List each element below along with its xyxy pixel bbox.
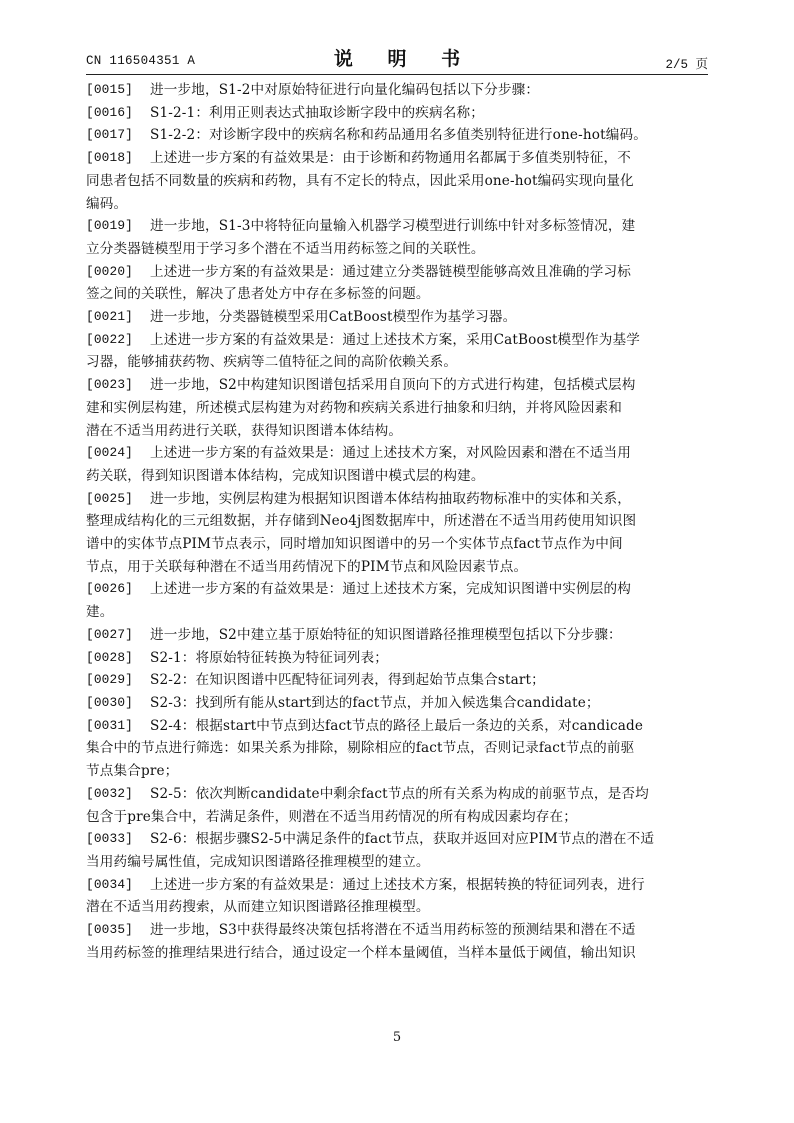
paragraph-line: S1-2-1：利用正则表达式抽取诊断字段中的疾病名称； bbox=[150, 104, 484, 121]
paragraph-line: 节点，用于关联每种潜在不适当用药情况下的PIM节点和风险因素节点。 bbox=[86, 558, 528, 575]
paragraph bbox=[86, 215, 712, 260]
paragraph-number: [0028] bbox=[86, 649, 133, 665]
paragraph-number: [0018] bbox=[86, 150, 133, 166]
paragraph bbox=[86, 624, 712, 647]
paragraph-line: 进一步地，S2中构建知识图谱包括采用自顶向下的方式进行构建，包括模式层构 bbox=[150, 377, 636, 394]
paragraph bbox=[86, 79, 712, 102]
paragraph bbox=[86, 306, 712, 329]
paragraph-line: 整理成结构化的三元组数据，并存储到Neo4j图数据库中，所述潜在不适当用药使用知识图 bbox=[86, 513, 637, 530]
paragraph-line: 包含于pre集合中，若满足条件，则潜在不适当用药情况的所有构成因素均存在； bbox=[86, 808, 577, 825]
paragraph-number: [0030] bbox=[86, 694, 133, 710]
paragraph-line: 潜在不适当用药搜索，从而建立知识图谱路径推理模型。 bbox=[86, 899, 430, 916]
paragraph-line: 进一步地，S1-3中将特征向量输入机器学习模型进行训练中针对多标签情况，建 bbox=[150, 218, 636, 235]
paragraph-line: 进一步地，实例层构建为根据知识图谱本体结构抽取药物标准中的实体和关系， bbox=[150, 490, 632, 507]
paragraph-line: 上述进一步方案的有益效果是：通过建立分类器链模型能够高效且准确的学习标 bbox=[150, 263, 632, 280]
paragraph-line: 进一步地，分类器链模型采用CatBoost模型作为基学习器。 bbox=[150, 309, 517, 326]
paragraph-number: [0034] bbox=[86, 876, 133, 892]
paragraph-line: S2-4：根据start中节点到达fact节点的路径上最后一条边的关系，对candicade bbox=[150, 717, 644, 734]
paragraph bbox=[86, 578, 712, 623]
page-number: 5 bbox=[392, 1030, 402, 1045]
paragraph bbox=[86, 669, 712, 692]
paragraph-number: [0029] bbox=[86, 672, 133, 688]
paragraph-line: S2-5：依次判断candidate中剩余fact节点的所有关系为构成的前驱节点，是否均 bbox=[150, 785, 649, 802]
paragraph-line: 上述进一步方案的有益效果是：通过上述技术方案，对风险因素和潜在不适当用 bbox=[150, 445, 632, 462]
paragraph-line: 签之间的关联性，解决了患者处方中存在多标签的问题。 bbox=[86, 286, 430, 303]
paragraph-line: 进一步地，S2中建立基于原始特征的知识图谱路径推理模型包括以下分步骤： bbox=[150, 626, 622, 643]
paragraph bbox=[86, 124, 712, 147]
paragraph-number: [0035] bbox=[86, 922, 133, 938]
paragraph-line: 药关联，得到知识图谱本体结构，完成知识图谱中模式层的构建。 bbox=[86, 467, 485, 484]
paragraph-number: [0022] bbox=[86, 331, 133, 347]
paragraph-number: [0031] bbox=[86, 717, 133, 733]
paragraph bbox=[86, 783, 712, 828]
paragraph-number: [0027] bbox=[86, 626, 133, 642]
paragraph-number: [0032] bbox=[86, 785, 133, 801]
paragraph-line: S1-2-2：对诊断字段中的疾病名称和药品通用名多值类别特征进行one-hot编码。 bbox=[150, 127, 647, 144]
paragraph bbox=[86, 874, 712, 919]
paragraph bbox=[86, 647, 712, 670]
paragraph-line: S2-3：找到所有能从start到达的fact节点，并加入候选集合candidate； bbox=[150, 694, 600, 711]
paragraph-number: [0033] bbox=[86, 831, 133, 847]
paragraph bbox=[86, 488, 712, 579]
paragraph-number: [0016] bbox=[86, 104, 133, 120]
paragraph-number: [0020] bbox=[86, 263, 133, 279]
paragraph-line: 上述进一步方案的有益效果是：通过上述技术方案，采用CatBoost模型作为基学 bbox=[150, 331, 641, 348]
paragraph-number: [0019] bbox=[86, 218, 133, 234]
paragraph bbox=[86, 329, 712, 374]
paragraph bbox=[86, 374, 712, 442]
paragraph-line: 习器，能够捕获药物、疾病等二值特征之间的高阶依赖关系。 bbox=[86, 354, 458, 371]
paragraph bbox=[86, 261, 712, 306]
paragraph bbox=[86, 147, 712, 215]
paragraph-line: 集合中的节点进行筛选：如果关系为排除，剔除相应的fact节点，否则记录fact节点的前驱 bbox=[86, 740, 635, 757]
paragraph-line: 立分类器链模型用于学习多个潜在不适当用药标签之间的关联性。 bbox=[86, 240, 485, 257]
paragraph-line: 同患者包括不同数量的疾病和药物，具有不定长的特点，因此采用one-hot编码实现向量化 bbox=[86, 172, 634, 189]
paragraph bbox=[86, 919, 712, 964]
paragraph-line: 上述进一步方案的有益效果是：通过上述技术方案，完成知识图谱中实例层的构 bbox=[150, 581, 632, 598]
paragraph-line: 建。 bbox=[86, 604, 114, 621]
paragraph-number: [0015] bbox=[86, 82, 133, 97]
header-rule bbox=[86, 74, 708, 75]
paragraph-number: [0024] bbox=[86, 445, 133, 461]
paragraph bbox=[86, 715, 712, 783]
paragraph-number: [0025] bbox=[86, 490, 133, 506]
paragraph-line: 上述进一步方案的有益效果是：由于诊断和药物通用名都属于多值类别特征，不 bbox=[150, 150, 632, 167]
paragraph bbox=[86, 828, 712, 873]
paragraph-number: [0023] bbox=[86, 377, 133, 393]
paragraph-number: [0017] bbox=[86, 127, 133, 143]
paragraph-line: 谱中的实体节点PIM节点表示，同时增加知识图谱中的另一个实体节点fact节点作为中间 bbox=[86, 536, 623, 553]
paragraph-line: S2-6：根据步骤S2-5中满足条件的fact节点，获取并返回对应PIM节点的潜在不适 bbox=[150, 831, 655, 848]
paragraph bbox=[86, 692, 712, 715]
paragraph-line: 建和实例层构建，所述模式层构建为对药物和疾病关系进行抽象和归纳，并将风险因素和 bbox=[86, 399, 623, 416]
paragraph-line: 编码。 bbox=[86, 195, 128, 212]
paragraph-line: S2-2：在知识图谱中匹配特征词列表，得到起始节点集合start； bbox=[150, 672, 545, 689]
paragraph-line: 节点集合pre； bbox=[86, 763, 179, 780]
paragraph-line: 进一步地，S1-2中对原始特征进行向量化编码包括以下分步骤： bbox=[150, 82, 540, 98]
paragraph-line: 上述进一步方案的有益效果是：通过上述技术方案，根据转换的特征词列表，进行 bbox=[150, 876, 645, 893]
paragraph-line: 进一步地，S3中获得最终决策包括将潜在不适当用药标签的预测结果和潜在不适 bbox=[150, 922, 636, 939]
paragraph-number: [0026] bbox=[86, 581, 133, 597]
paragraph-line: 当用药标签的推理结果进行结合，通过设定一个样本量阈值，当样本量低于阈值，输出知识 bbox=[86, 944, 636, 961]
document-body bbox=[86, 79, 712, 964]
publication-number: CN 116504351 A bbox=[86, 54, 196, 68]
paragraph-number: [0021] bbox=[86, 309, 133, 325]
paragraph bbox=[86, 442, 712, 487]
paragraph-line: S2-1：将原始特征转换为特征词列表； bbox=[150, 649, 388, 666]
page-info: 2/5 页 bbox=[665, 58, 708, 72]
paragraph-line: 潜在不适当用药进行关联，获得知识图谱本体结构。 bbox=[86, 422, 403, 439]
paragraph bbox=[86, 102, 712, 125]
document-title: 说 明 书 bbox=[333, 48, 475, 70]
paragraph-line: 当用药编号属性值，完成知识图谱路径推理模型的建立。 bbox=[86, 853, 430, 870]
